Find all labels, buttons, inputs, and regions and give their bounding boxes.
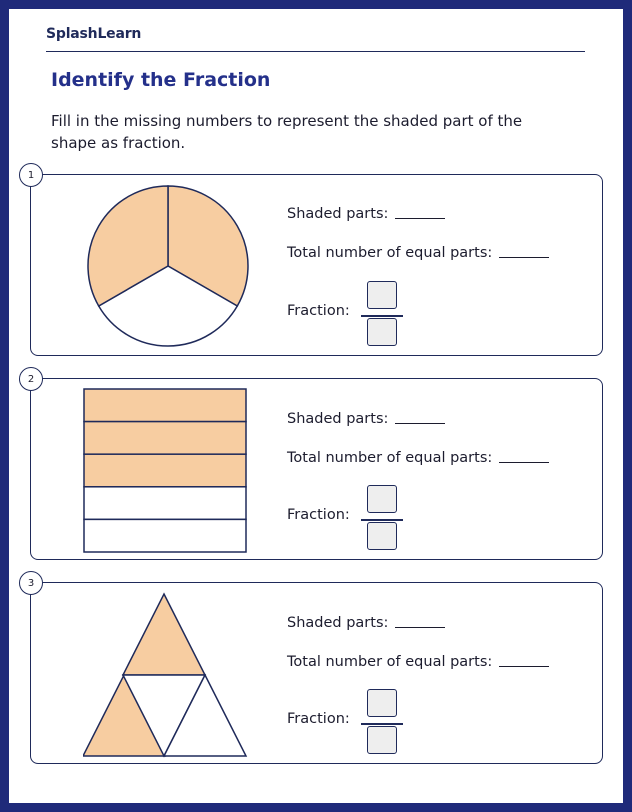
- rectangle-strip-shaded: [84, 422, 246, 455]
- shaded-parts-blank[interactable]: [395, 627, 445, 628]
- question-card-3: [27, 577, 603, 764]
- question-number-badge: 3: [19, 571, 43, 595]
- denominator-box[interactable]: [367, 522, 397, 550]
- fraction-bar: [361, 519, 403, 521]
- fraction-label: Fraction:: [287, 303, 350, 319]
- total-parts-label: Total number of equal parts:: [287, 654, 493, 670]
- shaded-parts-question: [287, 615, 445, 631]
- triangle-shape: [83, 592, 249, 758]
- shaded-parts-question: [287, 206, 445, 222]
- triangle-part-shaded: [123, 594, 205, 675]
- total-parts-label: Total number of equal parts:: [287, 245, 493, 261]
- total-parts-question: [287, 245, 549, 261]
- worksheet-title: Identify the Fraction: [51, 69, 271, 91]
- circle-shape: [83, 181, 253, 351]
- total-parts-question: [287, 450, 549, 466]
- denominator-box[interactable]: [367, 726, 397, 754]
- question-number-badge: 2: [19, 367, 43, 391]
- question-card-1: [27, 169, 603, 356]
- rectangle-strip-unshaded: [84, 487, 246, 520]
- shaded-parts-blank[interactable]: [395, 423, 445, 424]
- fraction-label: Fraction:: [287, 507, 350, 523]
- worksheet-instructions: Fill in the missing numbers to represent the shaded part of the shape as fraction.: [51, 112, 523, 152]
- fraction-label: Fraction:: [287, 711, 350, 727]
- brand-logo: SplashLearn: [46, 26, 142, 42]
- fraction-question: [287, 711, 350, 727]
- denominator-box[interactable]: [367, 318, 397, 346]
- shaded-parts-blank[interactable]: [395, 218, 445, 219]
- shaded-parts-label: Shaded parts:: [287, 206, 389, 222]
- total-parts-blank[interactable]: [499, 462, 549, 463]
- shaded-parts-label: Shaded parts:: [287, 615, 389, 631]
- worksheet-page: [9, 9, 623, 803]
- numerator-box[interactable]: [367, 281, 397, 309]
- fraction-bar: [361, 315, 403, 317]
- shaded-parts-question: [287, 411, 445, 427]
- fraction-question: [287, 507, 350, 523]
- total-parts-blank[interactable]: [499, 257, 549, 258]
- total-parts-blank[interactable]: [499, 666, 549, 667]
- rectangle-shape: [83, 388, 249, 554]
- numerator-box[interactable]: [367, 689, 397, 717]
- rectangle-strip-unshaded: [84, 519, 246, 552]
- total-parts-question: [287, 654, 549, 670]
- fraction-question: [287, 303, 350, 319]
- question-card-2: [27, 373, 603, 560]
- header-divider: [46, 51, 585, 52]
- shaded-parts-label: Shaded parts:: [287, 411, 389, 427]
- total-parts-label: Total number of equal parts:: [287, 450, 493, 466]
- rectangle-strip-shaded: [84, 454, 246, 487]
- numerator-box[interactable]: [367, 485, 397, 513]
- fraction-bar: [361, 723, 403, 725]
- question-number-badge: 1: [19, 163, 43, 187]
- rectangle-strip-shaded: [84, 389, 246, 422]
